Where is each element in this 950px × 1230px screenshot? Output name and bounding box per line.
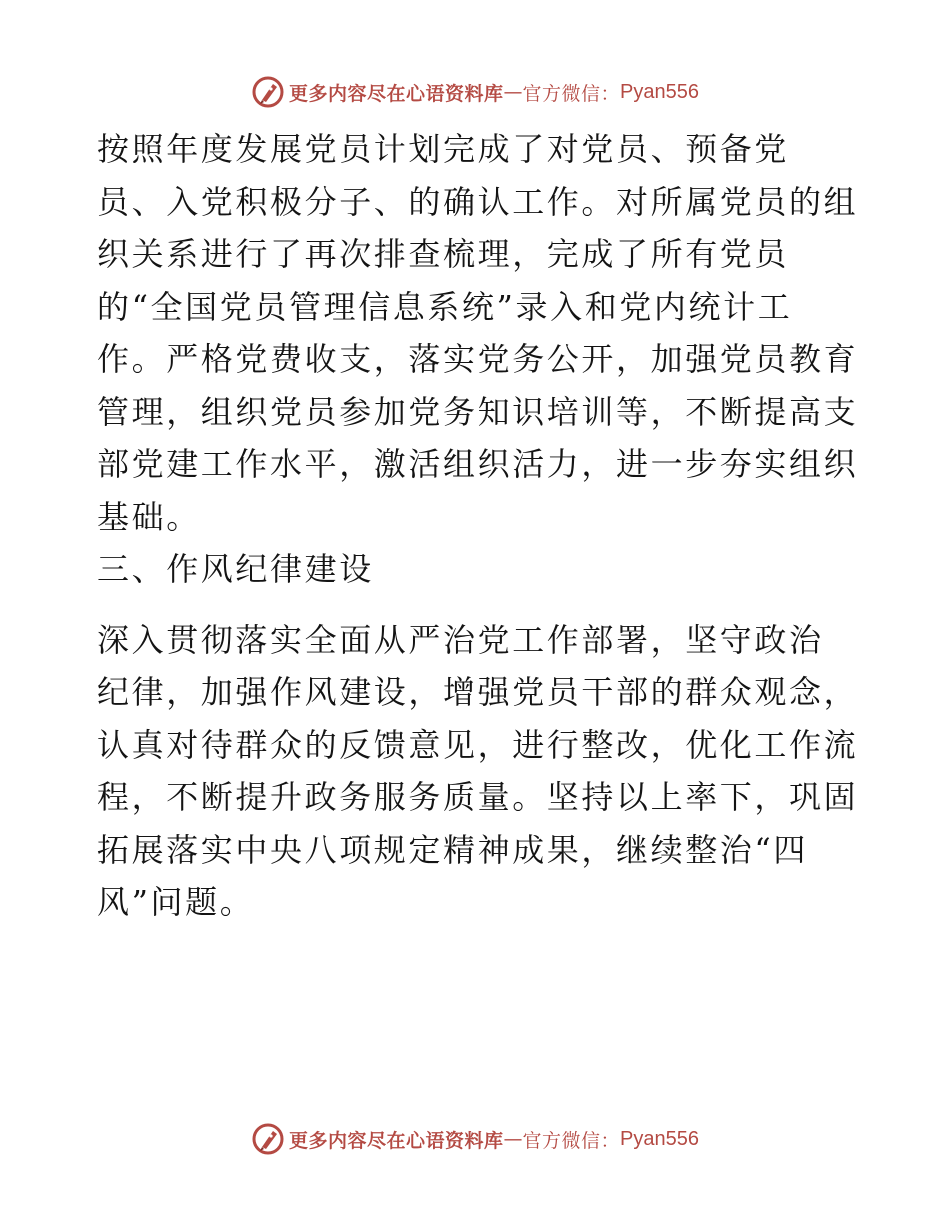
text-line: 的“全国党员管理信息系统”录入和党内统计工: [97, 287, 793, 326]
text-line: 作。严格党费收支，落实党务公开，加强党员教育: [97, 340, 859, 378]
text-line: 管理，组织党员参加党务知识培训等，不断提高支: [97, 392, 859, 431]
watermark-wechat-id: Pyan556: [620, 80, 699, 103]
paragraph-discipline-building: [97, 614, 857, 929]
watermark-separator: —: [503, 1128, 523, 1150]
text-line: 按照年度发展党员计划完成了对党员、预备党: [97, 130, 790, 168]
text-line: 风”问题。: [97, 883, 255, 921]
section-heading: 三、作风纪律建设: [97, 550, 374, 588]
document-body: [97, 123, 857, 929]
pen-logo-icon: [251, 75, 285, 109]
text-line: 员、入党积极分子、的确认工作。对所属党员的组: [97, 182, 859, 221]
watermark-site-text: 更多内容尽在心语资料库: [289, 82, 504, 105]
text-line: 织关系进行了再次排查梳理，完成了所有党员: [97, 235, 790, 273]
text-line: 深入贯彻落实全面从严治党工作部署，坚守政治: [97, 620, 824, 659]
text-line: 纪律，加强作风建设，增强党员干部的群众观念，: [97, 673, 859, 711]
paragraph-party-member-management: [97, 123, 857, 543]
watermark-wechat-label: 官方微信：: [522, 82, 621, 105]
text-line: 认真对待群众的反馈意见，进行整改，优化工作流: [97, 725, 859, 764]
text-line: 拓展落实中央八项规定精神成果，继续整治“四: [97, 830, 808, 869]
footer-watermark: [0, 1119, 950, 1159]
watermark-wechat-label: 官方微信：: [522, 1129, 621, 1152]
watermark-site-text: 更多内容尽在心语资料库: [289, 1129, 504, 1152]
text-line: 基础。: [97, 497, 201, 536]
header-watermark: [0, 72, 950, 112]
pen-logo-icon: [251, 1122, 285, 1156]
text-line: 部党建工作水平，激活组织活力，进一步夯实组织: [97, 445, 859, 483]
text-line: 程，不断提升政务服务质量。坚持以上率下，巩固: [97, 778, 859, 816]
watermark-separator: —: [503, 81, 523, 103]
watermark-wechat-id: Pyan556: [620, 1127, 699, 1150]
